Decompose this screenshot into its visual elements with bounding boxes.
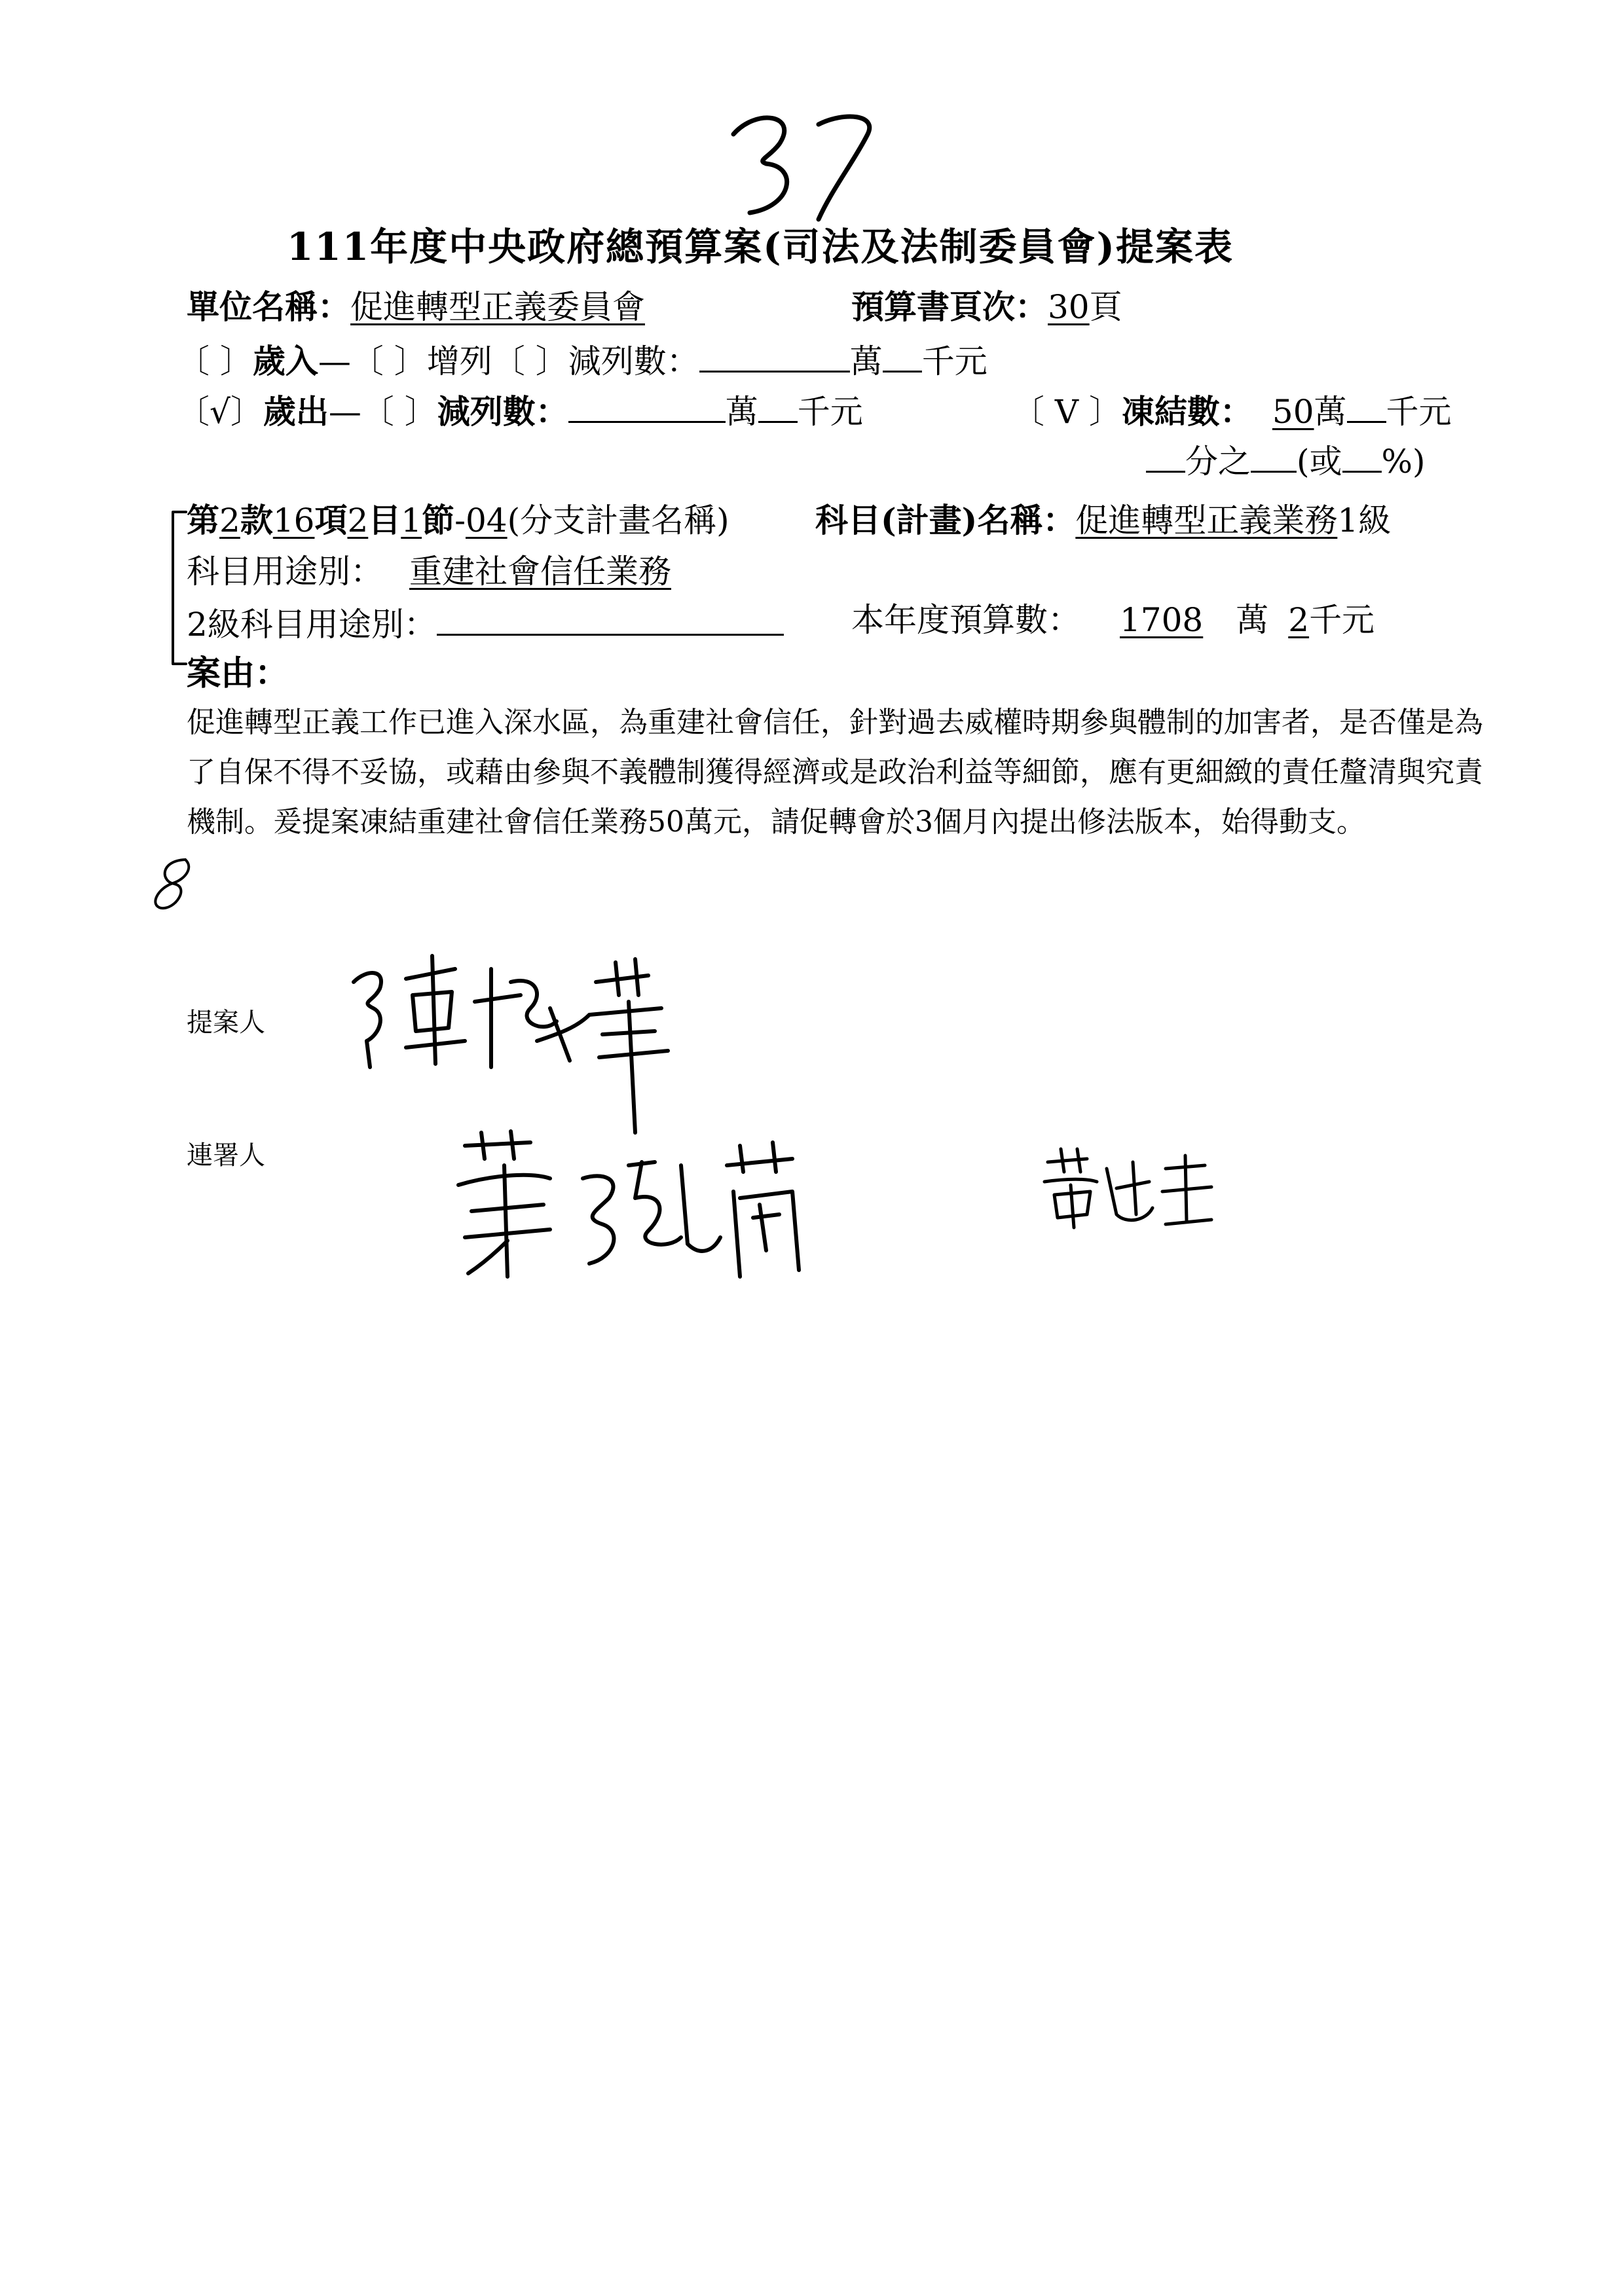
budget-page-value: 30 — [1048, 288, 1090, 326]
revenue-qian-blank — [883, 340, 922, 373]
annual-budget-qian-label: 千元 — [1309, 601, 1375, 639]
branch-label: (分支計畫名稱) — [507, 501, 729, 539]
revenue-decrease-label: 減列數： — [568, 342, 699, 380]
proposer-signature — [341, 943, 707, 1139]
subject-row — [815, 501, 1392, 539]
mu-label: 目 — [368, 501, 401, 539]
reason-text: 促進轉型正義工作已進入深水區，為重建社會信任，針對過去威權時期參與體制的加害者，是否僅是為了自保不得不妥協，或藉由參與不義體制獲得經濟或是政治利益等細節，應有更細緻的責任釐清與究責機制。爰提案凍結重建社會信任業務50萬元，請促轉會於3個月內提出修法版本，始得動支。 — [187, 706, 1483, 839]
annual-budget-wan-value: 1708 — [1120, 601, 1204, 639]
xiang-value: 16 — [272, 501, 315, 539]
annual-budget-qian-value: 2 — [1288, 601, 1310, 639]
fraction-numerator-blank — [1251, 441, 1297, 473]
budget-page-row — [851, 287, 1122, 326]
expenditure-wan-blank — [568, 391, 726, 423]
level2-use-blank — [437, 604, 784, 636]
revenue-label: 歲入 — [252, 342, 318, 380]
subject-value: 促進轉型正義業務 — [1075, 501, 1338, 539]
level1-use-label: 科目用途別： — [187, 553, 383, 591]
proposer-label: 提案人 — [187, 1008, 265, 1038]
expenditure-row — [177, 391, 863, 431]
freeze-qian-blank — [1347, 391, 1386, 423]
level1-use-value: 重建社會信任業務 — [409, 553, 671, 591]
revenue-checkbox: 〔 〕 — [177, 342, 253, 380]
expenditure-wan-label: 萬 — [725, 393, 758, 431]
revenue-row — [177, 340, 987, 378]
expenditure-checkbox-mark: √ — [210, 393, 231, 431]
level1-suffix: 1級 — [1337, 501, 1392, 539]
annual-budget-row — [851, 601, 1375, 639]
revenue-wan-label: 萬 — [849, 342, 883, 380]
freeze-checkbox: 〔 V 〕 — [1012, 393, 1122, 431]
expenditure-checkbox-right: 〕 — [230, 393, 263, 431]
expenditure-dash: — — [328, 393, 361, 431]
jie-value: 1 — [401, 501, 422, 539]
fraction-label: 分之 — [1185, 443, 1251, 481]
revenue-dash: — — [318, 342, 351, 380]
mu-value: 2 — [347, 501, 369, 539]
freeze-row — [1012, 391, 1452, 431]
handwritten-page-number — [720, 98, 891, 223]
or-label: (或 — [1297, 443, 1342, 481]
cosigner-label: 連署人 — [187, 1140, 265, 1171]
item-bracket — [169, 509, 189, 666]
kuan-label: 款 — [240, 501, 273, 539]
freeze-label: 凍結數： — [1121, 392, 1253, 431]
item-prefix: 第 — [187, 501, 219, 539]
revenue-increase-checkbox: 〔 〕 — [350, 342, 427, 380]
unit-label: 單位名稱： — [187, 287, 350, 326]
percent-blank — [1342, 441, 1382, 473]
kuan-value: 2 — [219, 501, 240, 539]
freeze-fraction-row — [1146, 441, 1426, 481]
expenditure-qian-blank — [758, 391, 798, 423]
level2-use-label: 2級科目用途別： — [187, 606, 437, 644]
annual-budget-wan-label: 萬 — [1236, 601, 1269, 639]
percent-label: %) — [1381, 443, 1426, 481]
subject-label: 科目(計畫)名稱： — [815, 501, 1076, 539]
cosigner-signature-1 — [452, 1126, 819, 1296]
expenditure-decrease-label: 減列數： — [437, 392, 568, 431]
form-title: 111年度中央政府總預算案(司法及法制委員會)提案表 — [287, 225, 1234, 269]
xiang-label: 項 — [314, 501, 348, 539]
budget-page-suffix: 頁 — [1089, 288, 1122, 326]
expenditure-label: 歲出 — [263, 392, 329, 431]
freeze-value: 50 — [1272, 393, 1314, 431]
annual-budget-label: 本年度預算數： — [851, 601, 1080, 639]
expenditure-checkbox-left: 〔 — [177, 393, 210, 431]
revenue-qian-label: 千元 — [921, 342, 987, 380]
freeze-qian-label: 千元 — [1386, 393, 1452, 431]
reason-label: 案由： — [187, 653, 289, 693]
expenditure-qian-label: 千元 — [797, 393, 863, 431]
cosigner-signature-2 — [1035, 1142, 1218, 1241]
freeze-wan-label: 萬 — [1314, 393, 1347, 431]
jie-label: 節 — [422, 501, 455, 539]
unit-row — [187, 287, 645, 326]
margin-handwritten-mark — [149, 854, 195, 913]
branch-code: 04 — [465, 501, 507, 539]
fraction-denominator-blank — [1146, 441, 1185, 473]
unit-value: 促進轉型正義委員會 — [350, 288, 645, 326]
item-row — [187, 501, 729, 539]
item-dash: - — [454, 501, 466, 539]
revenue-increase-label: 增列 — [426, 342, 492, 380]
level2-use-row — [187, 604, 784, 644]
revenue-decrease-checkbox: 〔 〕 — [492, 342, 568, 380]
budget-page-label: 預算書頁次： — [851, 287, 1048, 326]
expenditure-decrease-checkbox: 〔 〕 — [361, 393, 437, 431]
level1-use-row — [187, 553, 671, 591]
revenue-wan-blank — [699, 340, 850, 373]
